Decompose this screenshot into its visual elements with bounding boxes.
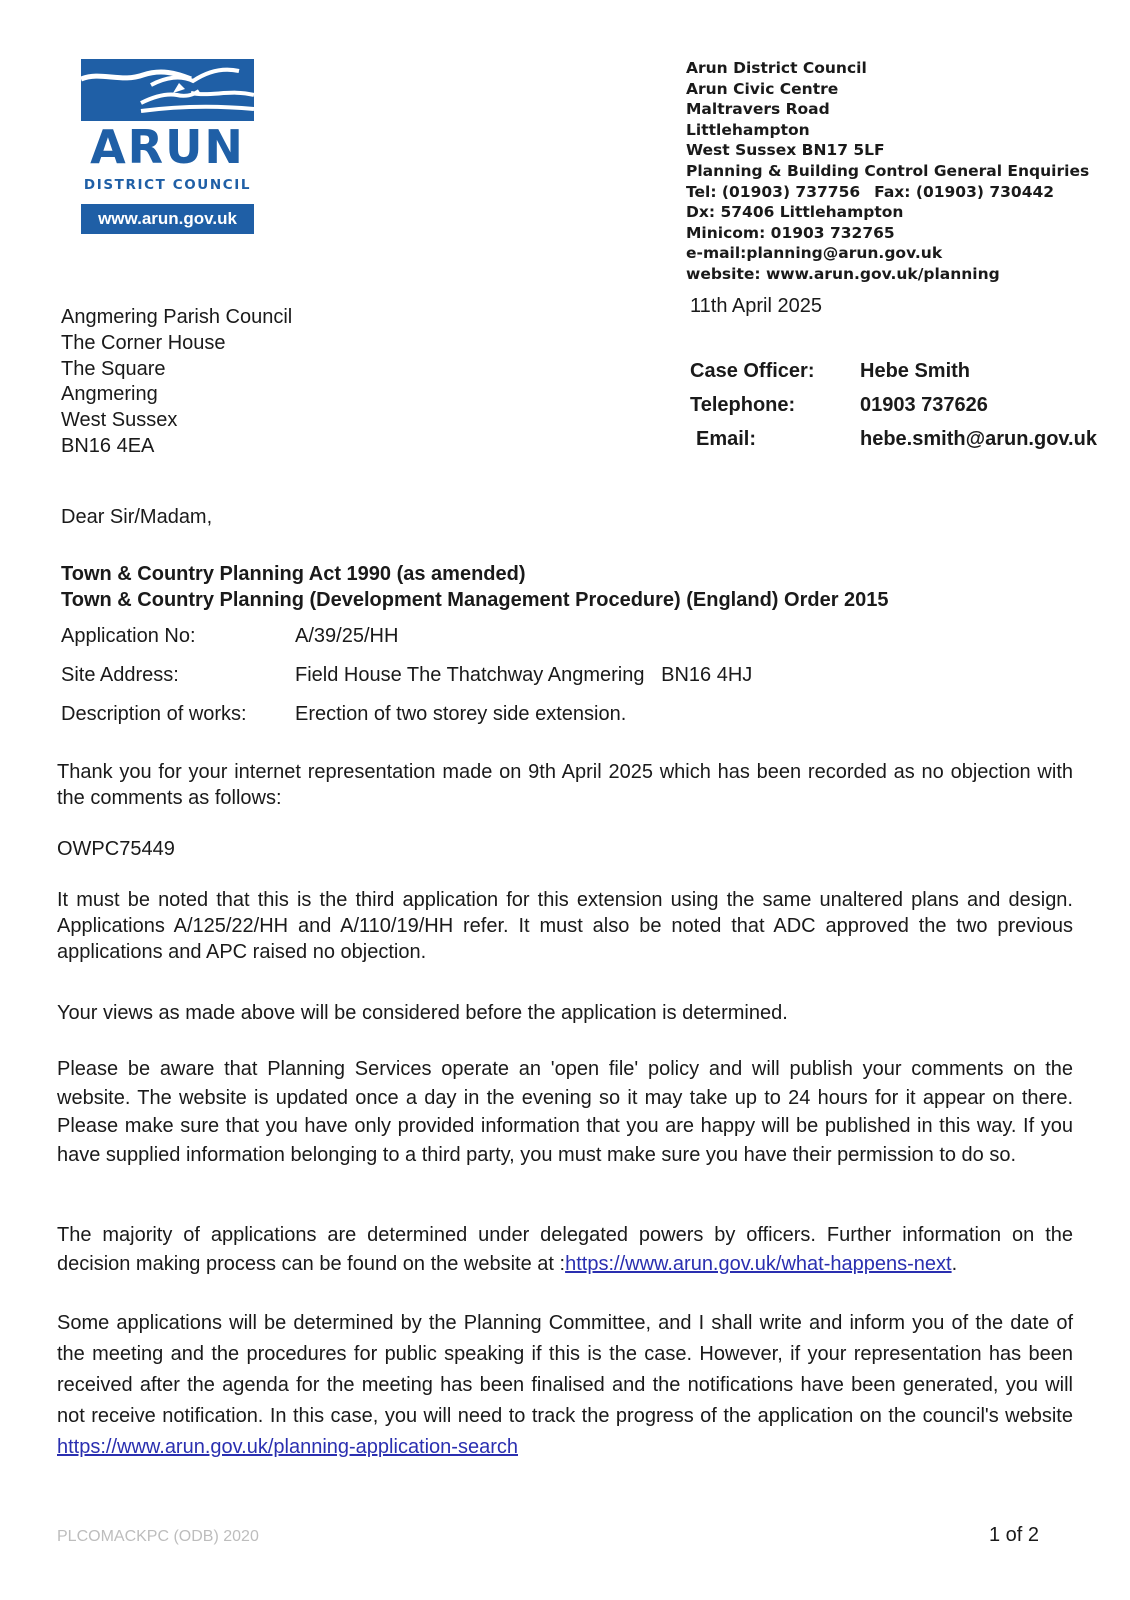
telephone-label: Telephone: <box>690 394 796 416</box>
works-value: Erection of two storey side extension. <box>295 703 627 725</box>
recipient-line: West Sussex <box>61 409 178 432</box>
recipient-line: The Corner House <box>61 331 226 354</box>
council-dx: Dx: 57406 Littlehampton <box>686 203 904 222</box>
paragraph-comments: It must be noted that this is the third application for this extension using the same unaltered plans and design. Applications A/125/22/HH and A/110/19/HH refer. It must also be noted that ADC approved the two previous applications and APC raised no objection. <box>57 889 1073 963</box>
what-happens-next-link[interactable]: https://www.arun.gov.uk/what-happens-next <box>565 1252 952 1275</box>
council-address-line: Planning & Building Control General Enquiries <box>686 161 1090 180</box>
delegated-powers-text: The majority of applications are determined under delegated powers by officers. Further information on the decision making process can be found on the website at : <box>57 1224 1073 1275</box>
email-label: Email: <box>696 428 757 450</box>
council-email: e-mail:planning@arun.gov.uk <box>686 244 943 263</box>
application-no-value: A/39/25/HH <box>295 625 399 647</box>
act-heading <box>61 561 889 613</box>
council-address-line: Arun District Council <box>686 59 867 77</box>
logo-name: ARUN <box>90 120 245 174</box>
recipient-line: Angmering Parish Council <box>61 306 293 328</box>
act-heading-line: Town & Country Planning Act 1990 (as amended) <box>61 563 526 585</box>
logo-subtitle: DISTRICT COUNCIL <box>83 177 252 193</box>
works-label: Description of works: <box>61 703 247 725</box>
act-heading-line: Town & Country Planning (Development Management Procedure) (England) Order 2015 <box>61 589 889 611</box>
delegated-powers-end: . <box>951 1252 958 1275</box>
council-address-line: West Sussex BN17 5LF <box>686 141 885 160</box>
footer-document-code: PLCOMACKPC (ODB) 2020 <box>57 1528 259 1545</box>
council-website: website: www.arun.gov.uk/planning <box>686 264 1000 283</box>
recipient-address <box>61 305 292 460</box>
paragraph-delegated-powers <box>57 1221 1073 1278</box>
council-address-line: Maltravers Road <box>686 100 830 119</box>
council-minicom: Minicom: 01903 732765 <box>686 223 895 242</box>
council-fax: Fax: (01903) 730442 <box>874 182 1055 201</box>
application-no-label: Application No: <box>61 625 196 647</box>
email-value: hebe.smith@arun.gov.uk <box>860 428 1097 450</box>
logo-bird-banner <box>81 59 254 121</box>
council-phone-line <box>686 182 1089 203</box>
comment-reference: OWPC75449 <box>57 838 175 860</box>
council-tel: Tel: (01903) 737756 <box>686 182 861 201</box>
salutation: Dear Sir/Madam, <box>61 506 213 528</box>
seagull-waves-icon <box>81 59 254 121</box>
paragraph-open-file: Please be aware that Planning Services operate an 'open file' policy and will publish your comments on the website. The website is updated once a day in the evening so it may take up to 24 hours for it appear on there. Please make sure that you have only provided information that you are happy will be published in this way. If you have supplied information belonging to a third party, you must make sure you have their permission to do so. <box>57 1058 1073 1166</box>
letter-date: 11th April 2025 <box>690 295 822 317</box>
recipient-line: Angmering <box>61 383 158 406</box>
paragraph-planning-committee <box>57 1308 1073 1463</box>
site-address-label: Site Address: <box>61 664 179 686</box>
case-officer-label: Case Officer: <box>690 360 815 382</box>
telephone-value: 01903 737626 <box>860 394 988 416</box>
recipient-line: BN16 4EA <box>61 434 155 457</box>
recipient-line: The Square <box>61 357 166 380</box>
council-address-line: Arun Civic Centre <box>686 79 839 98</box>
planning-committee-text: Some applications will be determined by the Planning Committee, and I shall write and inform you of the date of the meeting and the procedures for public speaking if this is the case. However, if your representation has been received after the agenda for the meeting has been finalised and the notifications have been generated, you will not receive notification. In this case, you will need to track the progress of the application on the council's website <box>57 1312 1073 1427</box>
site-address-value: Field House The Thatchway Angmering BN16 4HJ <box>295 664 753 686</box>
planning-search-link[interactable]: https://www.arun.gov.uk/planning-application-search <box>57 1436 518 1458</box>
paragraph-representation: Thank you for your internet representation made on 9th April 2025 which has been recorded as no objection with the comments as follows: <box>57 761 1073 809</box>
paragraph-views: Your views as made above will be considered before the application is determined. <box>57 1002 788 1024</box>
logo-url: www.arun.gov.uk <box>81 204 254 234</box>
page-number: 1 of 2 <box>989 1524 1040 1546</box>
council-address-line: Littlehampton <box>686 120 810 139</box>
council-address-block <box>686 58 1089 285</box>
case-officer-name: Hebe Smith <box>860 360 971 382</box>
council-logo <box>81 59 254 234</box>
